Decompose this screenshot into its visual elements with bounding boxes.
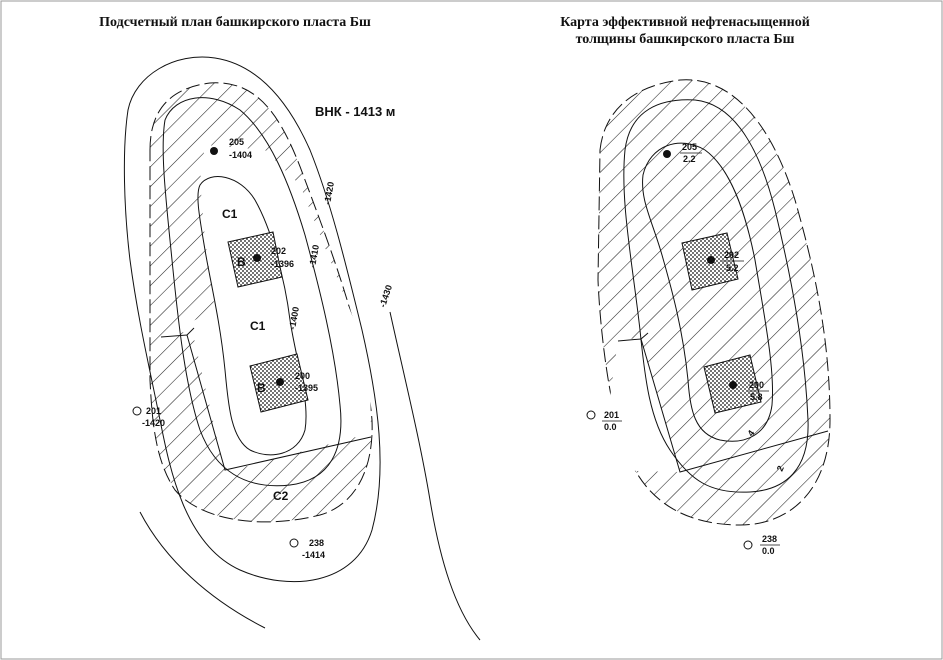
right-well-205-marker: [663, 150, 671, 158]
owc-label: ВНК - 1413 м: [315, 104, 396, 119]
right-well-201-marker: [587, 411, 595, 419]
thickness-label-2: 2: [774, 464, 786, 473]
isoline-label-1430: -1430: [377, 283, 395, 309]
right-well-200-number: 200: [749, 380, 765, 390]
isoline-label-1410: -1410: [307, 243, 321, 269]
right-map: [587, 80, 830, 556]
right-well-238-value: 0.0: [762, 546, 775, 556]
right-well-238-marker: [744, 541, 752, 549]
left-zone-b-top: B: [237, 255, 246, 269]
left-well-205-marker: [210, 147, 218, 155]
right-well-205-value: 2.2: [683, 154, 696, 164]
right-map-title-line2: толщины башкирского пласта Бш: [575, 32, 795, 47]
right-map-title-line1: Карта эффективной нефтенасыщенной: [560, 15, 810, 30]
left-zone-c2: C2: [273, 489, 289, 503]
right-well-205-number: 205: [682, 142, 698, 152]
right-well-201-number: 201: [604, 410, 620, 420]
isoline-label-1400: -1400: [287, 305, 301, 331]
right-well-238-number: 238: [762, 534, 778, 544]
left-well-202-value: -1396: [271, 259, 295, 269]
right-well-202-marker: [707, 256, 715, 264]
left-well-200-number: 200: [295, 371, 311, 381]
left-well-238-number: 238: [309, 538, 325, 548]
left-well-238-marker: [290, 539, 298, 547]
right-well-202-value: 5.2: [726, 263, 739, 273]
isoline-sw: [140, 512, 265, 628]
thickness-label-4: 4: [745, 428, 757, 439]
left-well-238-value: -1414: [302, 550, 326, 560]
right-well-200-marker: [729, 381, 737, 389]
left-well-202-number: 202: [271, 246, 287, 256]
left-well-200-value: -1395: [295, 383, 319, 393]
right-well-200-value: 5.8: [750, 392, 763, 402]
isoline-label-1420: -1420: [322, 180, 336, 206]
left-well-202-marker: [253, 254, 261, 262]
left-well-201-number: 201: [146, 406, 162, 416]
left-zone-c1-top: C1: [222, 207, 238, 221]
left-map-title: Подсчетный план башкирского пласта Бш: [99, 15, 371, 30]
left-well-205-value: -1404: [229, 150, 253, 160]
left-map: [124, 57, 480, 640]
left-zone-b-bottom: B: [257, 381, 266, 395]
isoline-far-1430: [390, 312, 480, 640]
left-well-200-marker: [276, 378, 284, 386]
left-well-201-marker: [133, 407, 141, 415]
left-well-205-number: 205: [229, 137, 245, 147]
left-well-201-value: -1420: [142, 418, 166, 428]
right-well-202-number: 202: [724, 250, 740, 260]
right-well-201-value: 0.0: [604, 422, 617, 432]
left-zone-c1-mid: C1: [250, 319, 266, 333]
